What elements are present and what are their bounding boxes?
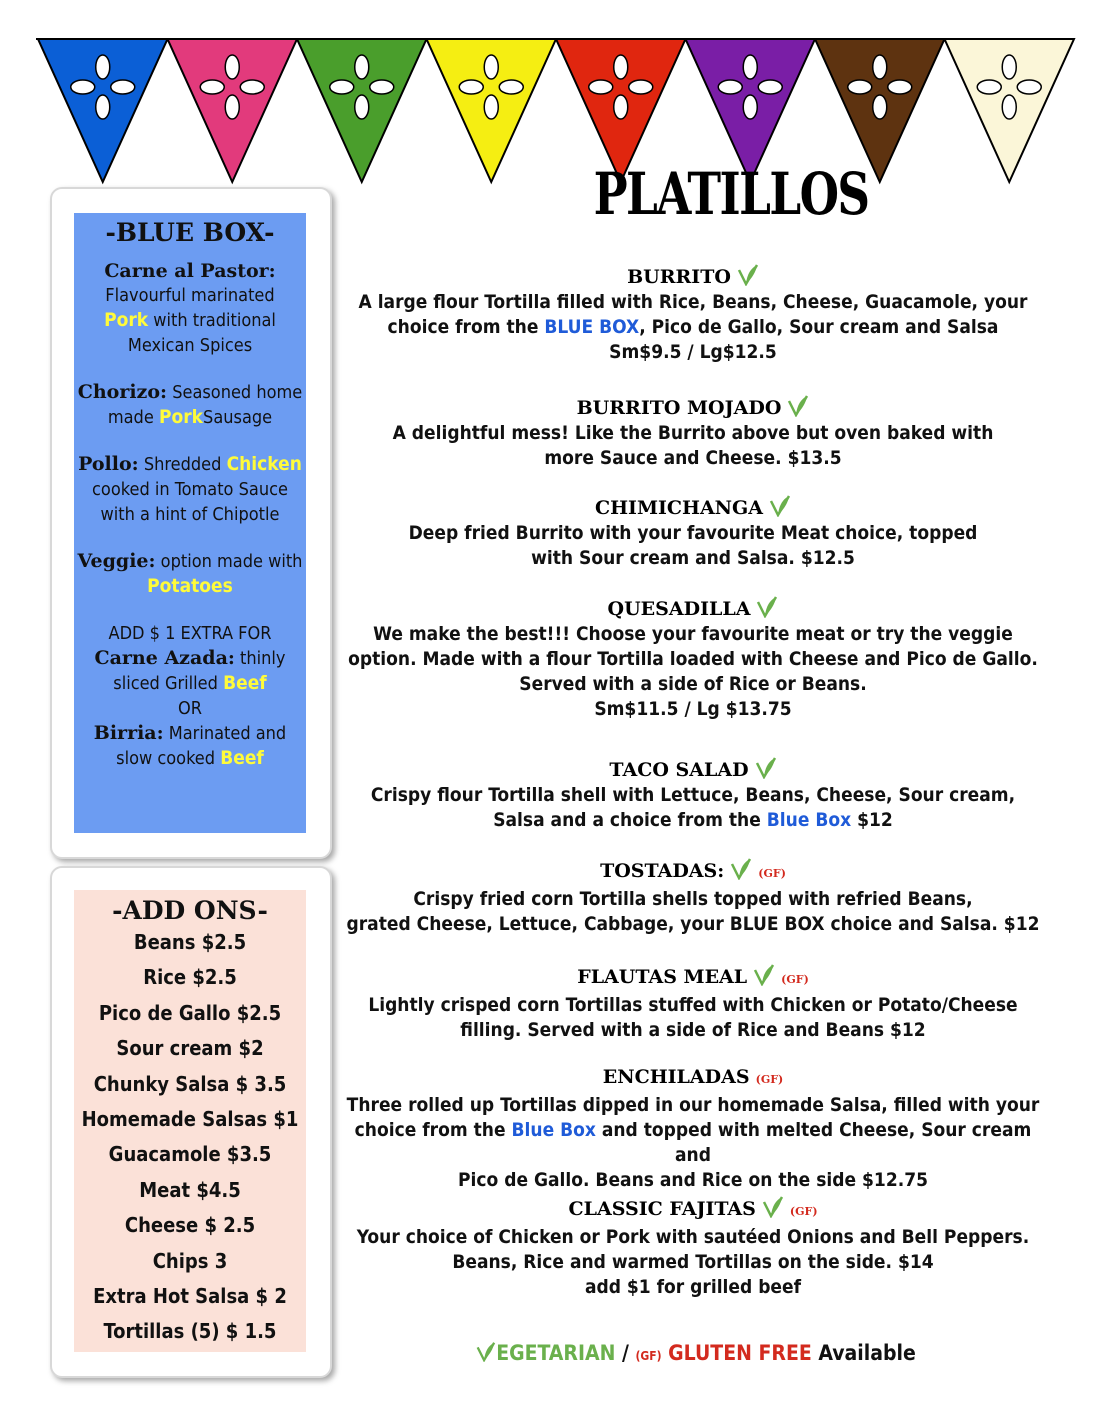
flag-petal-cutout (614, 95, 628, 119)
menu-item-price: Sm$11.5 / Lg $13.75 (594, 698, 792, 720)
menu-item-quesadilla: QUESADILLA We make the best!!! Choose your favourite meat or try the veggie option. Made with a flour Tortilla loaded with Cheese and Pico de Gallo. Served with a side of Rice or Beans. Sm$11.5 / Lg $13.75 (345, 594, 1041, 722)
flag-petal-cutout (240, 80, 264, 94)
menu-item-chimichanga: CHIMICHANGA Deep fried Burrito with your favourite Meat choice, topped with Sour cream and Salsa. $12.5 (345, 493, 1041, 571)
menu-item-name: TOSTADAS: (600, 860, 725, 882)
flag-petal-cutout (370, 80, 394, 94)
legend-vegetarian: EGETARIAN (496, 1341, 616, 1365)
flag-petal-cutout (111, 80, 135, 94)
menu-item-enchiladas: ENCHILADAS (GF) Three rolled up Tortillas dipped in our homemade Salsa, filled with your choice from the Blue Box and topped with melted Cheese, Sour cream and Pico de Gallo. Beans and Rice on the side $12.75 (346, 1066, 1040, 1191)
flag-petal-cutout (1002, 95, 1016, 119)
flag-petal-cutout (499, 80, 523, 94)
add-ons-list (74, 925, 306, 1350)
gluten-free-tag: (GF) (781, 973, 809, 986)
menu-item-name: BURRITO MOJADO (576, 397, 782, 419)
legend-gluten-free: GLUTEN FREE (661, 1341, 812, 1365)
list-item: Beans $2.5 (133, 930, 247, 954)
vegetarian-leaf-icon (735, 262, 759, 286)
flag-petal-cutout (873, 55, 887, 79)
list-item: Pico de Gallo $2.5 (98, 1000, 282, 1025)
list-item: Tortillas (5) $ 1.5 (103, 1319, 277, 1344)
menu-item-burrito: BURRITO A large flour Tortilla filled with Rice, Beans, Cheese, Guacamole, your choice from the BLUE BOX, Pico de Gallo, Sour cream and Salsa Sm$9.5 / Lg$12.5 (345, 262, 1041, 365)
flag-petal-cutout (96, 95, 110, 119)
flag-petal-cutout (758, 80, 782, 94)
vegetarian-leaf-icon (767, 493, 791, 517)
blue-box-extra: ADD $ 1 EXTRA FOR Carne Azada: thinly sliced Grilled Beef OR Birria: Marinated and slow cooked Beef (93, 623, 287, 769)
dietary-legend: EGETARIAN / (GF) GLUTEN FREE Available (345, 1340, 1041, 1365)
legend-available: Available (811, 1341, 916, 1365)
list-item: Cheese $ 2.5 (124, 1213, 256, 1238)
flag-petal-cutout (848, 80, 872, 94)
banner-flag (945, 39, 1075, 182)
flag-petal-cutout (484, 95, 498, 119)
list-item: Chips 3 (152, 1248, 228, 1273)
menu-item-tostadas: TOSTADAS: (GF) Crispy fried corn Tortilla shells topped with refried Beans, grated Cheese, Lettuce, Cabbage, your BLUE BOX choice and Salsa. $12 (345, 856, 1041, 937)
flag-petal-cutout (200, 80, 224, 94)
menu-item-desc: A delightful mess! Like the Burrito above but oven baked with (392, 422, 994, 444)
gluten-free-tag: (GF) (789, 1205, 818, 1218)
vegetarian-leaf-icon (785, 393, 809, 417)
banner-flag (297, 39, 427, 182)
menu-item-desc: Lightly crisped corn Tortillas stuffed with Chicken or Potato/Cheese (368, 994, 1018, 1016)
flag-petal-cutout (873, 95, 887, 119)
vegetarian-leaf-icon (753, 755, 777, 779)
menu-item-classic-fajitas: CLASSIC FAJITAS (GF) Your choice of Chicken or Pork with sautéed Onions and Bell Peppers. Beans, Rice and warmed Tortillas on the side. $14 add $1 for grilled beef (345, 1194, 1041, 1300)
blue-box (74, 213, 306, 833)
gluten-free-tag: (GF) (758, 867, 786, 880)
menu-item-desc: Crispy fried corn Tortilla shells topped with refried Beans, (413, 888, 973, 910)
flag-petal-cutout (743, 95, 757, 119)
menu-item-name: QUESADILLA (607, 598, 751, 620)
list-item: Rice $2.5 (143, 965, 237, 990)
menu-item-name: BURRITO (627, 266, 731, 288)
flag-petal-cutout (614, 55, 628, 79)
list-item: Homemade Salsas $1 (81, 1106, 299, 1131)
vegetarian-leaf-icon (760, 1194, 784, 1218)
menu-item-name: CLASSIC FAJITAS (568, 1198, 756, 1220)
menu-item-price: Sm$9.5 / Lg$12.5 (609, 341, 777, 363)
flag-petal-cutout (1017, 80, 1041, 94)
vegetarian-leaf-icon (474, 1340, 496, 1362)
legend-gf-tag: (GF) (635, 1349, 662, 1363)
blue-box-item-veggie: Veggie: option made with Potatoes (77, 550, 303, 597)
flag-petal-cutout (1002, 55, 1016, 79)
blue-box-item-pollo: Pollo: Shredded Chicken cooked in Tomato Sauce with a hint of Chipotle (78, 453, 302, 525)
menu-item-desc: Three rolled up Tortillas dipped in our homemade Salsa, filled with your (346, 1094, 1040, 1116)
vegetarian-leaf-icon (728, 856, 752, 880)
vegetarian-leaf-icon (754, 594, 778, 618)
add-ons-title: -ADD ONS- (112, 896, 268, 925)
menu-item-name: ENCHILADAS (602, 1066, 750, 1088)
list-item: Chunky Salsa $ 3.5 (93, 1071, 287, 1096)
blue-box-item-pastor: Carne al Pastor: Flavourful marinated Pork with traditional Mexican Spices (104, 260, 276, 356)
flag-petal-cutout (71, 80, 95, 94)
banner-flag (38, 39, 168, 182)
papel-picado-banner (0, 0, 1100, 200)
menu-item-name: CHIMICHANGA (594, 497, 764, 519)
flag-petal-cutout (330, 80, 354, 94)
menu-item-taco-salad: TACO SALAD Crispy flour Tortilla shell with Lettuce, Beans, Cheese, Sour cream, Salsa and a choice from the Blue Box $12 (345, 755, 1041, 833)
flag-petal-cutout (355, 55, 369, 79)
flag-petal-cutout (718, 80, 742, 94)
list-item: Meat $4.5 (139, 1177, 241, 1202)
page-title: PLATILLOS (593, 160, 869, 228)
add-ons-box (74, 890, 306, 1352)
flag-petal-cutout (225, 55, 239, 79)
banner-flag (427, 39, 557, 182)
add-ons-panel (50, 866, 332, 1378)
vegetarian-leaf-icon (751, 962, 775, 986)
menu-item-desc: Crispy flour Tortilla shell with Lettuce, Beans, Cheese, Sour cream, (370, 784, 1016, 806)
menu-item-desc: Deep fried Burrito with your favourite Meat choice, topped (408, 522, 978, 544)
menu-item-name: TACO SALAD (609, 759, 749, 781)
blue-box-ref: Blue Box (766, 809, 852, 831)
list-item: Extra Hot Salsa $ 2 (93, 1283, 287, 1308)
menu-item-burrito-mojado: BURRITO MOJADO A delightful mess! Like the Burrito above but oven baked with more Sauce and Cheese. $13.5 (345, 393, 1041, 471)
flag-petal-cutout (888, 80, 912, 94)
flag-petal-cutout (355, 95, 369, 119)
menu-item-desc: Your choice of Chicken or Pork with sautéed Onions and Bell Peppers. (356, 1226, 1030, 1248)
blue-box-title: -BLUE BOX- (105, 218, 275, 247)
menu-item-desc: A large flour Tortilla filled with Rice, Beans, Cheese, Guacamole, your (358, 291, 1028, 313)
flag-petal-cutout (225, 95, 239, 119)
flag-petal-cutout (743, 55, 757, 79)
flag-petal-cutout (977, 80, 1001, 94)
flag-petal-cutout (484, 55, 498, 79)
blue-box-ref: Blue Box (511, 1119, 596, 1141)
flag-petal-cutout (459, 80, 483, 94)
flag-petal-cutout (589, 80, 613, 94)
banner-flag (168, 39, 298, 182)
flag-petal-cutout (629, 80, 653, 94)
list-item: Guacamole $3.5 (108, 1142, 272, 1167)
blue-box-panel (50, 187, 332, 859)
list-item: Sour cream $2 (116, 1036, 264, 1061)
blue-box-ref: BLUE BOX (544, 316, 640, 338)
gluten-free-tag: (GF) (755, 1073, 784, 1086)
menu-item-name: FLAUTAS MEAL (577, 966, 748, 988)
menu-item-flautas-meal: FLAUTAS MEAL (GF) Lightly crisped corn Tortillas stuffed with Chicken or Potato/Cheese filling. Served with a side of Rice and Beans $12 (345, 962, 1041, 1043)
blue-box-item-chorizo: Chorizo: Seasoned home made PorkSausage (77, 381, 303, 428)
menu-item-desc: We make the best!!! Choose your favourite meat or try the veggie (373, 623, 1013, 645)
flag-petal-cutout (96, 55, 110, 79)
